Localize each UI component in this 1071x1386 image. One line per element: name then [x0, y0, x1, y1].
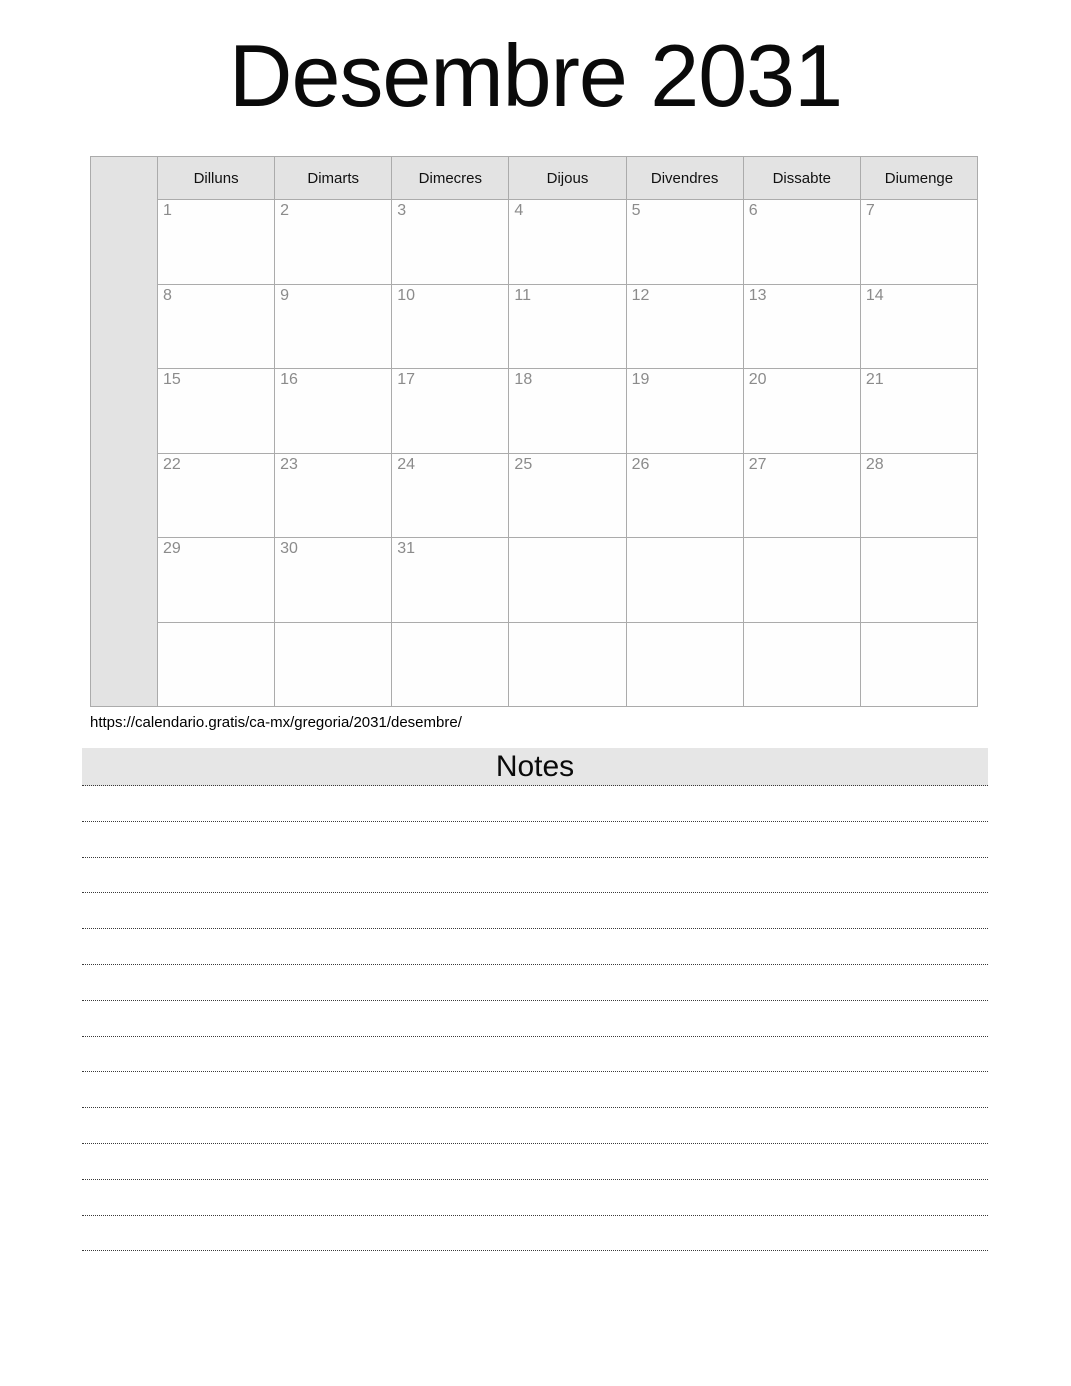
day-cell-12: 12 [626, 284, 743, 369]
calendar-grid [91, 157, 978, 707]
week-row-2 [91, 284, 978, 369]
note-line [82, 1216, 988, 1252]
day-cell-20: 20 [743, 369, 860, 454]
note-line [82, 786, 988, 822]
note-line [82, 1108, 988, 1144]
day-cell-4: 4 [509, 200, 626, 285]
day-cell-24: 24 [392, 453, 509, 538]
day-cell-empty [392, 622, 509, 707]
day-cell-9: 9 [275, 284, 392, 369]
day-cell-1: 1 [158, 200, 275, 285]
day-cell-empty [509, 622, 626, 707]
day-cell-empty [626, 538, 743, 623]
day-cell-8: 8 [158, 284, 275, 369]
weekday-header-divendres: Divendres [626, 157, 743, 200]
day-cell-empty [860, 622, 977, 707]
weekday-header-diumenge: Diumenge [860, 157, 977, 200]
day-cell-empty [626, 622, 743, 707]
calendar-container [90, 156, 1071, 707]
day-cell-5: 5 [626, 200, 743, 285]
day-cell-7: 7 [860, 200, 977, 285]
note-line [82, 1180, 988, 1216]
day-cell-empty [860, 538, 977, 623]
week-row-6 [91, 622, 978, 707]
weekday-header-dimecres: Dimecres [392, 157, 509, 200]
day-cell-2: 2 [275, 200, 392, 285]
note-line [82, 1144, 988, 1180]
weekday-header-dilluns: Dilluns [158, 157, 275, 200]
weekday-header-dijous: Dijous [509, 157, 626, 200]
note-line [82, 1037, 988, 1073]
weekday-header-row [91, 157, 978, 200]
notes-header [82, 748, 988, 786]
day-cell-15: 15 [158, 369, 275, 454]
notes-section [82, 748, 988, 1251]
page-title: Desembre 2031 [228, 26, 843, 125]
day-cell-31: 31 [392, 538, 509, 623]
day-cell-empty [743, 622, 860, 707]
day-cell-19: 19 [626, 369, 743, 454]
day-cell-29: 29 [158, 538, 275, 623]
note-line [82, 929, 988, 965]
notes-title: Notes [495, 750, 575, 783]
day-cell-empty [275, 622, 392, 707]
day-cell-26: 26 [626, 453, 743, 538]
calendar-gutter [91, 157, 158, 707]
day-cell-22: 22 [158, 453, 275, 538]
day-cell-10: 10 [392, 284, 509, 369]
note-line [82, 858, 988, 894]
week-row-3 [91, 369, 978, 454]
source-url: https://calendario.gratis/ca-mx/gregoria/2031/desembre/ [90, 714, 462, 732]
day-cell-30: 30 [275, 538, 392, 623]
weekday-header-dissabte: Dissabte [743, 157, 860, 200]
day-cell-25: 25 [509, 453, 626, 538]
day-cell-empty [743, 538, 860, 623]
day-cell-11: 11 [509, 284, 626, 369]
day-cell-17: 17 [392, 369, 509, 454]
week-row-1 [91, 200, 978, 285]
day-cell-3: 3 [392, 200, 509, 285]
note-line [82, 893, 988, 929]
day-cell-27: 27 [743, 453, 860, 538]
weekday-header-dimarts: Dimarts [275, 157, 392, 200]
day-cell-23: 23 [275, 453, 392, 538]
note-line [82, 1001, 988, 1037]
notes-lines [82, 786, 988, 1251]
day-cell-6: 6 [743, 200, 860, 285]
note-line [82, 1072, 988, 1108]
day-cell-16: 16 [275, 369, 392, 454]
week-row-5 [91, 538, 978, 623]
note-line [82, 822, 988, 858]
day-cell-28: 28 [860, 453, 977, 538]
day-cell-empty [158, 622, 275, 707]
day-cell-18: 18 [509, 369, 626, 454]
day-cell-21: 21 [860, 369, 977, 454]
note-line [82, 965, 988, 1001]
day-cell-empty [509, 538, 626, 623]
calendar-table [90, 156, 978, 707]
week-row-4 [91, 453, 978, 538]
day-cell-14: 14 [860, 284, 977, 369]
day-cell-13: 13 [743, 284, 860, 369]
